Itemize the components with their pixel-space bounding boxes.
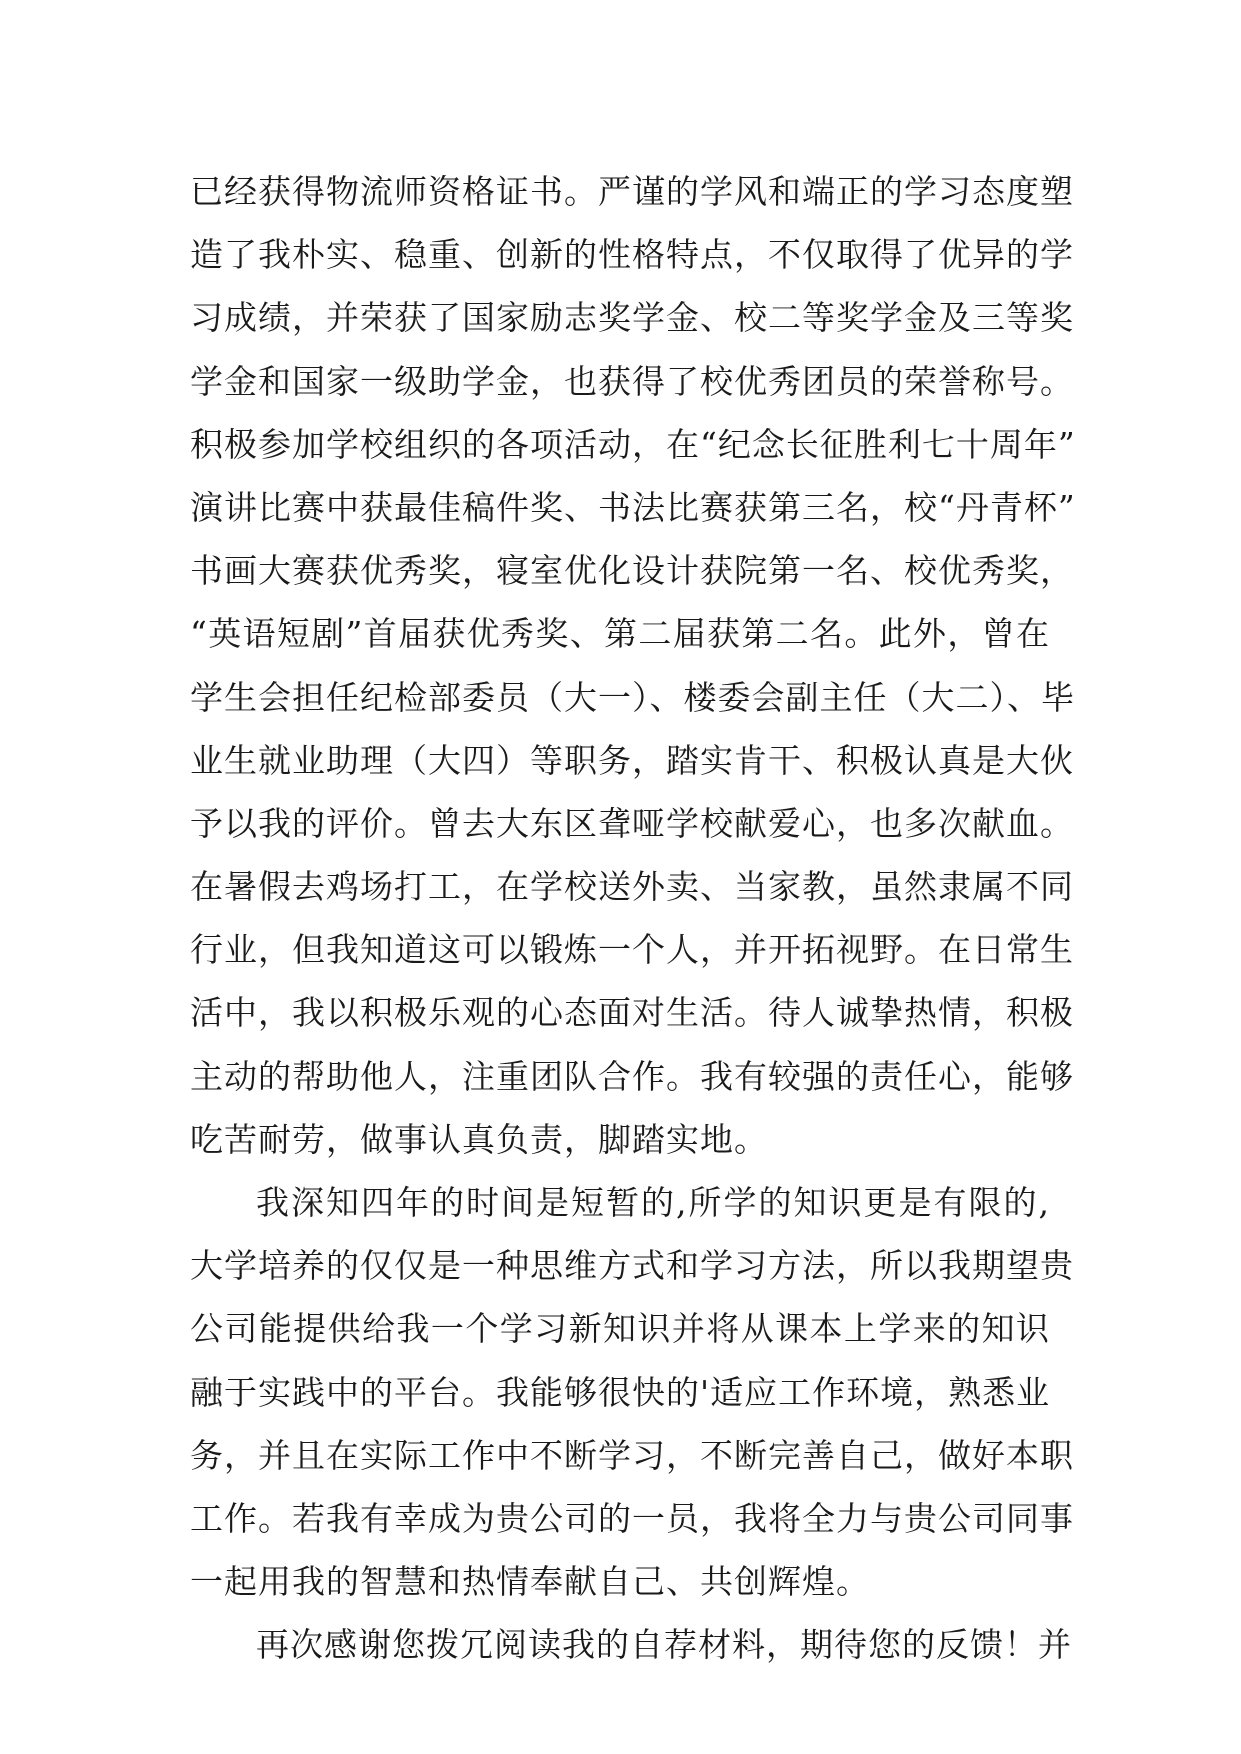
paragraph-end-line: 吃苦耐劳，做事认真负责，脚踏实地。	[190, 1119, 768, 1159]
text-line: 工作。若我有幸成为贵公司的一员，我将全力与贵公司同事	[190, 1498, 1074, 1538]
text-line: 在暑假去鸡场打工，在学校送外卖、当家教，虽然隶属不同	[190, 867, 1074, 907]
paragraph-start-line: 我深知四年的时间是短暂的,所学的知识更是有限的,	[256, 1183, 1050, 1222]
text-line: 融于实践中的平台。我能够很快的'适应工作环境，熟悉业	[190, 1372, 1051, 1412]
text-line: “英语短剧”首届获优秀奖、第二届获第二名。此外，曾在	[190, 614, 1050, 654]
text-line: 业生就业助理（大四）等职务，踏实肯干、积极认真是大伙	[190, 740, 1074, 780]
text-line: 务，并且在实际工作中不断学习，不断完善自己，做好本职	[190, 1435, 1074, 1475]
text-line: 已经获得物流师资格证书。严谨的学风和端正的学习态度塑	[190, 172, 1074, 211]
text-line: 积极参加学校组织的各项活动，在“纪念长征胜利七十周年”	[190, 424, 1076, 464]
text-line: 造了我朴实、稳重、创新的性格特点，不仅取得了优异的学	[190, 235, 1074, 275]
text-line: 主动的帮助他人，注重团队合作。我有较强的责任心，能够	[190, 1056, 1074, 1096]
text-line: 书画大赛获优秀奖，寝室优化设计获院第一名、校优秀奖，	[190, 551, 1074, 591]
text-line: 活中，我以积极乐观的心态面对生活。待人诚挚热情，积极	[190, 993, 1074, 1033]
text-line: 学生会担任纪检部委员（大一）、楼委会副主任（大二）、毕	[190, 677, 1075, 717]
text-line: 公司能提供给我一个学习新知识并将从课本上学来的知识	[190, 1309, 1050, 1349]
text-line: 习成绩，并荣获了国家励志奖学金、校二等奖学金及三等奖	[190, 298, 1074, 338]
text-line: 予以我的评价。曾去大东区聋哑学校献爱心，也多次献血。	[190, 803, 1074, 843]
paragraph-end-line: 一起用我的智慧和热情奉献自己、共创辉煌。	[190, 1562, 870, 1602]
text-line: 演讲比赛中获最佳稿件奖、书法比赛获第三名，校“丹青杯”	[190, 487, 1076, 527]
body-text	[190, 160, 1076, 1677]
text-line: 学金和国家一级助学金，也获得了校优秀团员的荣誉称号。	[190, 361, 1074, 401]
paragraph-start-line: 再次感谢您拨冗阅读我的自荐材料，期待您的反馈！并	[256, 1625, 1072, 1665]
text-line: 大学培养的仅仅是一种思维方式和学习方法，所以我期望贵	[190, 1246, 1074, 1286]
text-line: 行业，但我知道这可以锻炼一个人，并开拓视野。在日常生	[190, 930, 1074, 970]
